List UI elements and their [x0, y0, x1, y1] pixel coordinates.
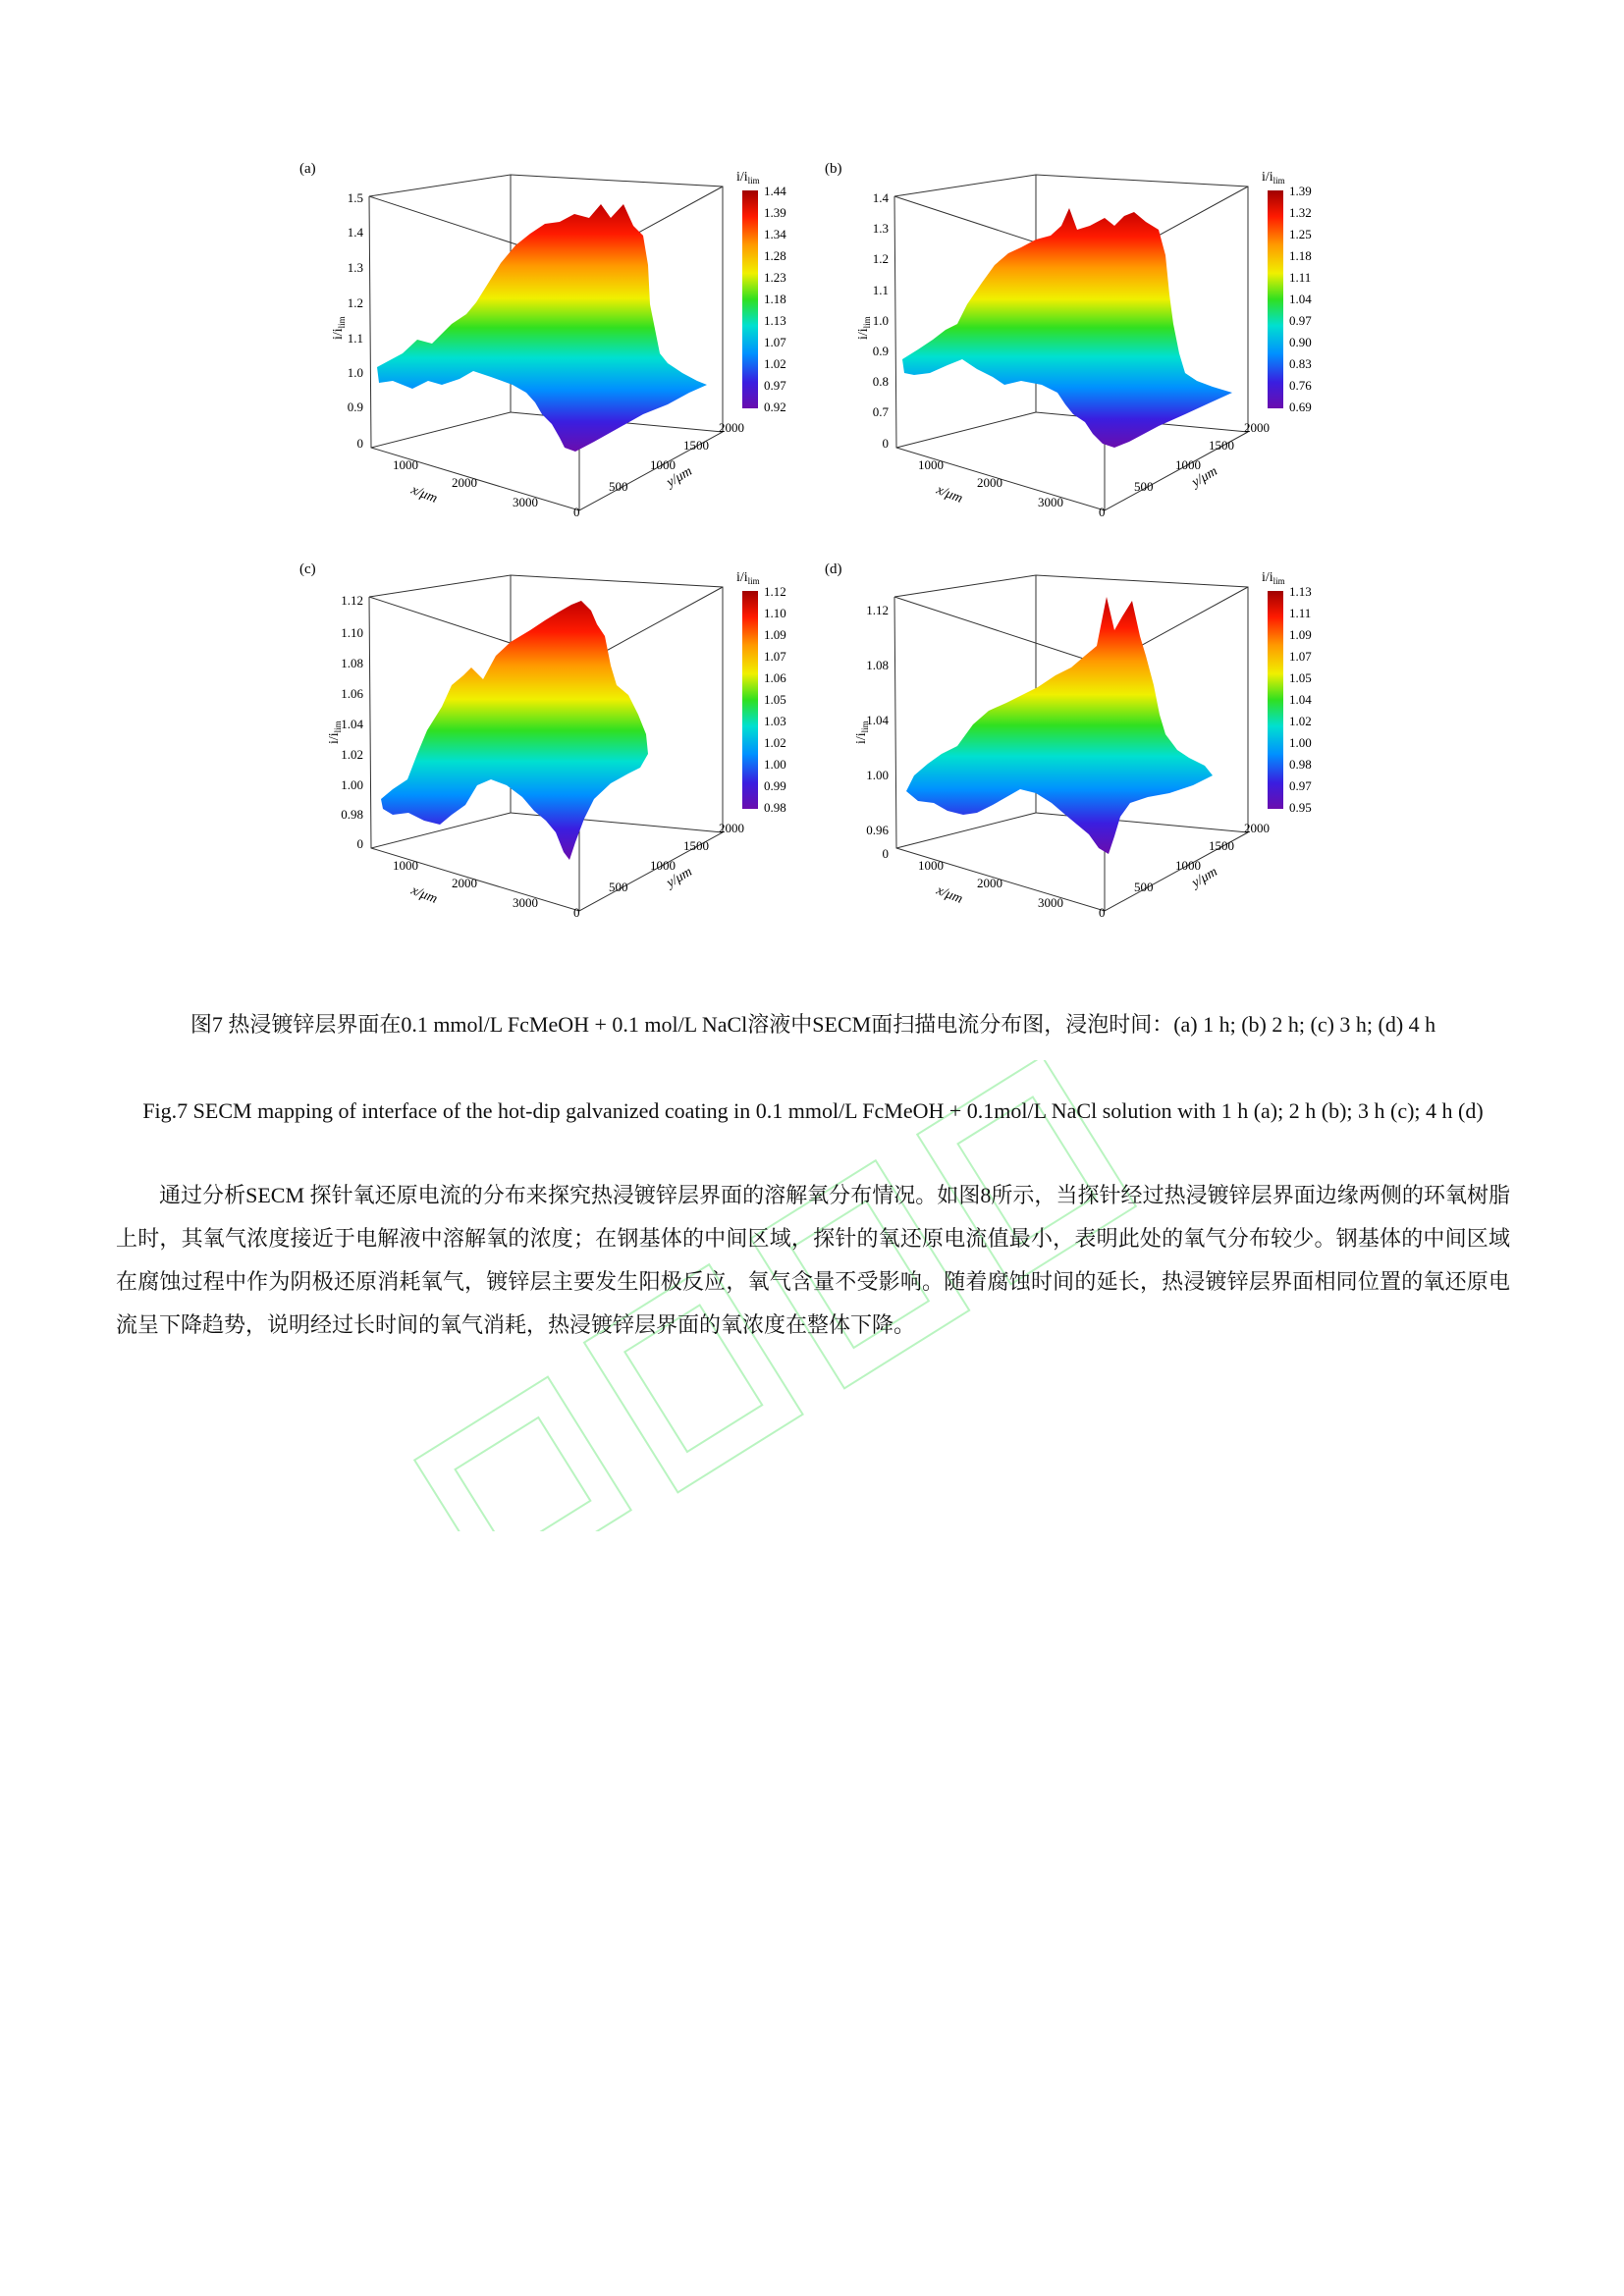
x-axis-label: x/μm [934, 882, 965, 907]
z-tick: 0.8 [872, 374, 889, 389]
y-tick: 1500 [1209, 838, 1234, 853]
cbar-tick: 1.09 [1289, 627, 1312, 642]
z-tick: 1.04 [341, 717, 363, 731]
cbar-tick: 1.25 [1289, 227, 1312, 241]
z-tick: 1.10 [341, 625, 363, 640]
y-tick: 500 [1134, 880, 1154, 894]
x-tick: 2000 [977, 876, 1002, 890]
colorbar [1268, 190, 1283, 408]
cbar-tick: 1.18 [1289, 248, 1312, 263]
panel-c [299, 561, 786, 920]
z-tick: 1.2 [347, 295, 363, 310]
z-ticks [873, 190, 890, 451]
z-ticks [341, 593, 363, 851]
x-tick: 3000 [513, 495, 538, 509]
cbar-tick: 1.34 [764, 227, 786, 241]
cbar-tick: 1.09 [764, 627, 786, 642]
cbar-tick: 1.28 [764, 248, 786, 263]
cbar-tick: 1.03 [764, 714, 786, 728]
z-tick: 1.3 [347, 260, 363, 275]
cbar-tick: 1.13 [1289, 584, 1312, 599]
panel-label: (d) [825, 561, 842, 577]
zaxis-label: $i/i_{lim}$ [331, 316, 347, 340]
y-axis-label: y/μm [1189, 864, 1220, 891]
y-tick: 500 [609, 479, 628, 494]
colorbar [742, 591, 758, 809]
y-tick: 1000 [1175, 858, 1201, 873]
cbar-tick: 0.97 [1289, 778, 1312, 793]
x-axis-label: x/μm [934, 482, 965, 507]
y-tick: 2000 [719, 821, 744, 835]
x-tick: 2000 [977, 475, 1002, 490]
x-tick: 3000 [513, 895, 538, 910]
colorbar [1268, 591, 1283, 809]
x-tick: 1000 [393, 457, 418, 472]
cbar-tick: 0.99 [764, 778, 786, 793]
cbar-tick: 1.10 [764, 606, 786, 620]
z-tick: 1.3 [872, 221, 889, 236]
colorbar-title: $i/i_{lim}$ [1262, 170, 1285, 186]
y-axis-label: y/μm [664, 463, 695, 491]
z-ticks [348, 190, 364, 451]
cbar-tick: 1.02 [764, 735, 786, 750]
cbar-tick: 1.39 [764, 205, 786, 220]
cbar-tick: 1.00 [1289, 735, 1312, 750]
cbar-tick: 1.05 [764, 692, 786, 707]
cbar-tick: 1.12 [764, 584, 786, 599]
cbar-tick: 1.05 [1289, 670, 1312, 685]
z-tick: 1.0 [347, 365, 363, 380]
z-tick: 0.9 [872, 344, 889, 358]
cbar-tick: 1.07 [1289, 649, 1312, 664]
y-tick: 1000 [1175, 457, 1201, 472]
panel-a [299, 161, 786, 519]
panel-d [825, 561, 1312, 920]
x-tick: 2000 [452, 475, 477, 490]
z-tick: 1.1 [347, 331, 363, 346]
x-tick: 3000 [1038, 895, 1063, 910]
z-tick: 1.02 [341, 747, 363, 762]
y-tick: 2000 [1244, 821, 1270, 835]
z-tick: 1.4 [347, 225, 363, 240]
x-axis-label: x/μm [408, 882, 440, 907]
y-tick: 0 [573, 505, 580, 519]
cbar-tick: 0.98 [764, 800, 786, 815]
colorbar-ticks [1289, 184, 1312, 414]
y-tick: 0 [573, 905, 580, 920]
figure-7 [0, 0, 1624, 942]
colorbar-ticks [1289, 584, 1312, 815]
y-tick: 2000 [1244, 420, 1270, 435]
current-surface [902, 208, 1232, 448]
panel-label: (a) [299, 161, 316, 177]
z-tick: 1.12 [341, 593, 363, 608]
zaxis-label: $i/i_{lim}$ [854, 721, 870, 744]
y-tick: 500 [609, 880, 628, 894]
current-surface [377, 204, 707, 452]
z-tick: 1.04 [866, 713, 889, 727]
cbar-tick: 1.11 [1289, 606, 1312, 620]
cbar-tick: 1.07 [764, 335, 786, 349]
cbar-tick: 1.11 [1289, 270, 1312, 285]
y-tick: 500 [1134, 479, 1154, 494]
panel-label: (c) [299, 561, 316, 577]
z-tick: 1.00 [341, 777, 363, 792]
x-axis-label: x/μm [408, 482, 440, 507]
cbar-tick: 0.97 [1289, 313, 1312, 328]
cbar-tick: 1.02 [1289, 714, 1312, 728]
cbar-tick: 1.02 [764, 356, 786, 371]
y-tick: 1500 [683, 438, 709, 453]
y-ticks [573, 821, 744, 920]
cbar-tick: 1.13 [764, 313, 786, 328]
z-tick: 1.08 [341, 656, 363, 670]
cbar-tick: 1.04 [1289, 292, 1312, 306]
cbar-tick: 0.92 [764, 400, 786, 414]
current-surface [381, 601, 648, 860]
z-tick: 0.96 [866, 823, 889, 837]
y-tick: 1500 [683, 838, 709, 853]
z-tick: 1.06 [341, 686, 363, 701]
colorbar-ticks [764, 184, 786, 414]
y-tick: 0 [1099, 905, 1106, 920]
cbar-tick: 1.32 [1289, 205, 1312, 220]
x-tick: 1000 [918, 457, 944, 472]
z-tick: 0.7 [872, 404, 889, 419]
cbar-tick: 1.04 [1289, 692, 1312, 707]
cbar-tick: 0.98 [1289, 757, 1312, 772]
y-tick: 1000 [650, 858, 676, 873]
cbar-tick: 0.76 [1289, 378, 1312, 393]
z-tick: 1.0 [872, 313, 889, 328]
y-tick: 0 [1099, 505, 1106, 519]
z-tick: 0 [356, 836, 363, 851]
x-tick: 1000 [393, 858, 418, 873]
cbar-tick: 1.39 [1289, 184, 1312, 198]
y-tick: 1000 [650, 457, 676, 472]
cbar-tick: 1.44 [764, 184, 786, 198]
z-tick: 0 [356, 436, 363, 451]
figure-caption-cn: 图7 热浸镀锌层界面在0.1 mmol/L FcMeOH + 0.1 mol/L NaCl溶液中SECM面扫描电流分布图，浸泡时间：(a) 1 h; (b) 2 h; (c) 3 h; (d) 4 h [189, 1012, 1436, 1037]
cbar-tick: 0.83 [1289, 356, 1312, 371]
cbar-tick: 0.95 [1289, 800, 1312, 815]
colorbar-title: $i/i_{lim}$ [736, 170, 760, 186]
z-tick: 1.4 [872, 190, 889, 205]
zaxis-label: $i/i_{lim}$ [856, 316, 872, 340]
x-tick: 2000 [452, 876, 477, 890]
y-tick: 2000 [719, 420, 744, 435]
colorbar [742, 190, 758, 408]
z-tick: 1.2 [872, 251, 889, 266]
zaxis-label: $i/i_{lim}$ [327, 721, 343, 744]
colorbar-ticks [764, 584, 786, 815]
colorbar-title: $i/i_{lim}$ [736, 570, 760, 586]
cbar-tick: 1.00 [764, 757, 786, 772]
panel-b [825, 161, 1312, 519]
x-tick: 1000 [918, 858, 944, 873]
y-ticks [1099, 821, 1270, 920]
y-axis-label: y/μm [1189, 463, 1220, 491]
cbar-tick: 0.97 [764, 378, 786, 393]
body-paragraph: 通过分析SECM 探针氧还原电流的分布来探究热浸镀锌层界面的溶解氧分布情况。如图8所示，当探针经过热浸镀锌层界面边缘两侧的环氧树脂上时，其氧气浓度接近于电解液中溶解氧的浓度；在钢基体的中间区域，探针的氧还原电流值最小，表明此处的氧气分布较少。钢基体的中间区域在腐蚀过程中作为阴极还原消耗氧气，镀锌层主要发生阳极反应，氧气含量不受影响。随着腐蚀时间的延长，热浸镀锌层界面相同位置的氧还原电流呈下降趋势，说明经过长时间的氧气消耗，热浸镀锌层界面的氧浓度在整体下降。 [116, 1183, 1510, 1337]
cbar-tick: 1.18 [764, 292, 786, 306]
x-tick: 3000 [1038, 495, 1063, 509]
y-axis-label: y/μm [664, 864, 695, 891]
z-tick: 0 [882, 436, 889, 451]
z-tick: 1.1 [872, 283, 889, 297]
z-tick: 1.5 [347, 190, 363, 205]
z-tick: 0.9 [347, 400, 363, 414]
z-tick: 0 [882, 846, 889, 861]
z-tick: 1.00 [866, 768, 889, 782]
cbar-tick: 1.07 [764, 649, 786, 664]
cbar-tick: 1.06 [764, 670, 786, 685]
z-tick: 0.98 [341, 807, 363, 822]
colorbar-title: $i/i_{lim}$ [1262, 570, 1285, 586]
z-tick: 1.12 [866, 603, 889, 617]
figure-caption-en: Fig.7 SECM mapping of interface of the hot-dip galvanized coating in 0.1 mmol/L FcMeOH + 0.1mol/L NaCl solution with 1 h (a); 2 h (b); 3 h (c); 4 h (d) [142, 1098, 1484, 1123]
cbar-tick: 0.90 [1289, 335, 1312, 349]
panel-label: (b) [825, 161, 842, 177]
y-tick: 1500 [1209, 438, 1234, 453]
z-tick: 1.08 [866, 658, 889, 672]
cbar-tick: 0.69 [1289, 400, 1312, 414]
cbar-tick: 1.23 [764, 270, 786, 285]
